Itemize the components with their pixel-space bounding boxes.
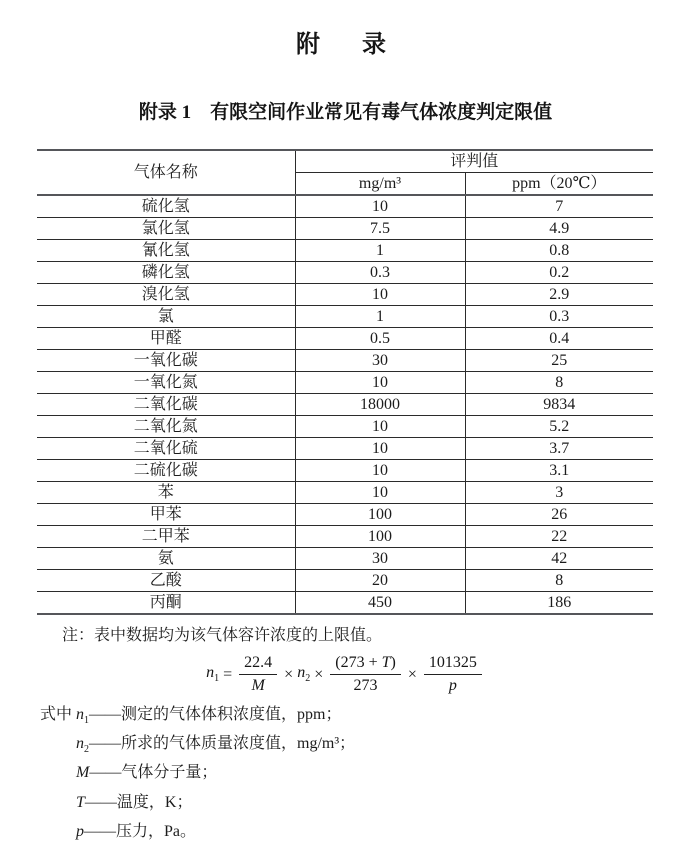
mg-value-cell: 10: [295, 460, 465, 482]
gas-name-cell: 磷化氢: [37, 262, 295, 284]
ppm-value-cell: 4.9: [465, 218, 653, 240]
gas-name-cell: 二氧化硫: [37, 438, 295, 460]
formula-fraction-1: $\frac{22.4}{M}$: [239, 654, 277, 695]
formula-fraction-2: $\frac{(273 + T)}{273}$: [330, 654, 401, 695]
formula-legend: [0, 703, 691, 849]
mg-value-cell: 10: [295, 284, 465, 306]
table-row: [37, 328, 653, 350]
ppm-value-cell: 42: [465, 548, 653, 570]
mg-value-cell: 30: [295, 548, 465, 570]
formula-lhs: $n_1$: [206, 664, 220, 685]
ppm-value-cell: 0.4: [465, 328, 653, 350]
col-header-judgment-value: 评判值: [295, 150, 653, 173]
ppm-value-cell: 0.8: [465, 240, 653, 262]
times-sign: ×: [284, 665, 294, 683]
gas-name-cell: 氨: [37, 548, 295, 570]
mg-value-cell: 10: [295, 438, 465, 460]
times-sign: ×: [407, 665, 417, 683]
ppm-value-cell: 2.9: [465, 284, 653, 306]
ppm-value-cell: 8: [465, 570, 653, 592]
mg-value-cell: 10: [295, 195, 465, 218]
legend-item: T——温度，K；: [76, 793, 193, 811]
times-sign: ×: [314, 665, 324, 683]
ppm-value-cell: 25: [465, 350, 653, 372]
mg-value-cell: 20: [295, 570, 465, 592]
mg-value-cell: 30: [295, 350, 465, 372]
table-row: [37, 306, 653, 328]
ppm-value-cell: 0.2: [465, 262, 653, 284]
mg-value-cell: 100: [295, 526, 465, 548]
table-row: [37, 592, 653, 615]
gas-name-cell: 甲醛: [37, 328, 295, 350]
ppm-value-cell: 7: [465, 195, 653, 218]
gas-name-cell: 硫化氢: [37, 195, 295, 218]
ppm-value-cell: 22: [465, 526, 653, 548]
mg-value-cell: 1: [295, 306, 465, 328]
table-row: [37, 195, 653, 218]
table-row: [37, 372, 653, 394]
table-row: [37, 438, 653, 460]
mg-value-cell: 10: [295, 416, 465, 438]
gas-name-cell: 二甲苯: [37, 526, 295, 548]
ppm-value-cell: 186: [465, 592, 653, 615]
table-note: 注：表中数据均为该气体容许浓度的上限值。: [62, 627, 383, 644]
gas-name-cell: 乙酸: [37, 570, 295, 592]
mg-value-cell: 10: [295, 482, 465, 504]
table-row: [37, 262, 653, 284]
ppm-value-cell: 26: [465, 504, 653, 526]
formula-n2: $n_2$: [297, 664, 311, 685]
gas-name-cell: 丙酮: [37, 592, 295, 615]
gas-table-body: [37, 195, 653, 614]
legend-item: M——气体分子量；: [76, 764, 218, 782]
mg-value-cell: 18000: [295, 394, 465, 416]
gas-limit-table: [37, 149, 653, 615]
table-row: [37, 526, 653, 548]
conversion-formula: [0, 654, 691, 695]
gas-name-cell: 氯化氢: [37, 218, 295, 240]
table-row: [37, 394, 653, 416]
formula-fraction-3: $\frac{101325}{p}$: [424, 654, 482, 695]
table-row: [37, 570, 653, 592]
ppm-value-cell: 3: [465, 482, 653, 504]
table-row: [37, 218, 653, 240]
mg-value-cell: 1: [295, 240, 465, 262]
ppm-value-cell: 3.1: [465, 460, 653, 482]
ppm-value-cell: 8: [465, 372, 653, 394]
ppm-value-cell: 9834: [465, 394, 653, 416]
document-title: 附 录: [296, 32, 395, 58]
gas-name-cell: 二氧化氮: [37, 416, 295, 438]
mg-value-cell: 450: [295, 592, 465, 615]
appendix-1-heading: 附录 1 有限空间作业常见有毒气体浓度判定限值: [138, 102, 553, 123]
gas-name-cell: 二氧化碳: [37, 394, 295, 416]
table-row: [37, 240, 653, 262]
legend-item: p——压力，Pa。: [76, 822, 197, 840]
table-row: [37, 460, 653, 482]
gas-name-cell: 一氧化碳: [37, 350, 295, 372]
col-header-ppm: ppm（20℃）: [465, 173, 653, 196]
gas-name-cell: 苯: [37, 482, 295, 504]
table-row: [37, 416, 653, 438]
gas-name-cell: 二硫化碳: [37, 460, 295, 482]
col-header-gas-name: 气体名称: [37, 150, 295, 195]
mg-value-cell: 0.3: [295, 262, 465, 284]
gas-table-header: [37, 150, 653, 195]
table-row: [37, 504, 653, 526]
ppm-value-cell: 5.2: [465, 416, 653, 438]
mg-value-cell: 7.5: [295, 218, 465, 240]
gas-name-cell: 氰化氢: [37, 240, 295, 262]
mg-value-cell: 10: [295, 372, 465, 394]
table-row: [37, 548, 653, 570]
ppm-value-cell: 3.7: [465, 438, 653, 460]
equals-sign: =: [223, 665, 233, 683]
col-header-mg: mg/m³: [295, 173, 465, 196]
legend-item: $n_1——$测定的气体体积浓度值，ppm；: [76, 706, 342, 727]
gas-name-cell: 氯: [37, 306, 295, 328]
gas-name-cell: 甲苯: [37, 504, 295, 526]
table-row: [37, 284, 653, 306]
table-row: [37, 482, 653, 504]
gas-name-cell: 一氧化氮: [37, 372, 295, 394]
legend-label: 式中: [40, 706, 73, 723]
ppm-value-cell: 0.3: [465, 306, 653, 328]
mg-value-cell: 0.5: [295, 328, 465, 350]
table-row: [37, 350, 653, 372]
mg-value-cell: 100: [295, 504, 465, 526]
legend-item: $n_2——$所求的气体质量浓度值，mg/m³；: [76, 735, 356, 756]
gas-name-cell: 溴化氢: [37, 284, 295, 306]
